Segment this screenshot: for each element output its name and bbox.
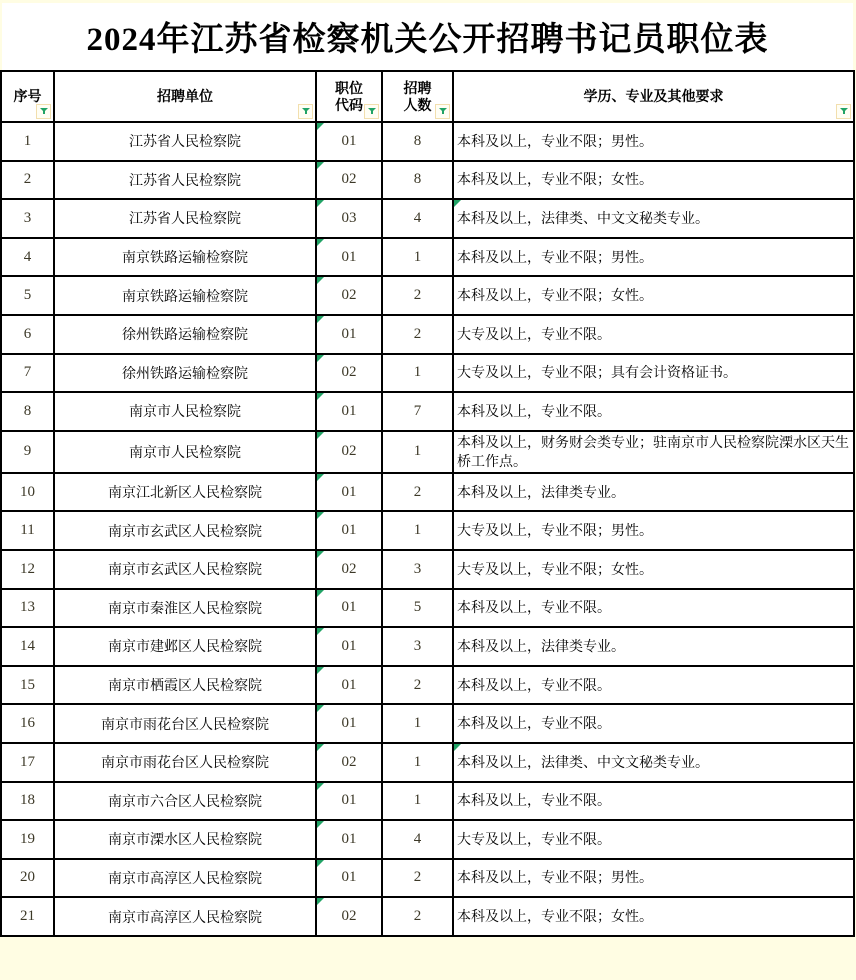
text-number-error-marker xyxy=(317,628,324,635)
recruiting-unit: 江苏省人民检察院 xyxy=(129,171,241,188)
serial-number: 21 xyxy=(20,908,35,925)
recruit-count-cell xyxy=(382,859,453,898)
text-number-error-marker xyxy=(317,123,324,130)
requirements-cell xyxy=(453,431,854,473)
recruiting-unit: 南京市人民检察院 xyxy=(129,403,241,420)
serial-number: 16 xyxy=(20,715,35,732)
serial-number: 18 xyxy=(20,792,35,809)
recruit-count-cell xyxy=(382,820,453,859)
recruiting-unit: 南京市玄武区人民检察院 xyxy=(108,522,262,539)
position-code: 02 xyxy=(341,908,357,925)
recruit-count: 5 xyxy=(413,599,422,616)
recruit-count: 2 xyxy=(413,676,422,693)
serial-number-cell xyxy=(1,820,54,859)
position-code-cell xyxy=(316,392,382,431)
serial-number: 8 xyxy=(23,402,32,419)
serial-number-cell xyxy=(1,897,54,936)
requirements: 本科及以上，法律类专业。 xyxy=(457,637,625,654)
position-code: 01 xyxy=(341,792,357,809)
recruit-count: 2 xyxy=(413,869,422,886)
recruit-count-cell xyxy=(382,161,453,200)
serial-number-cell xyxy=(1,199,54,238)
text-number-error-marker xyxy=(317,474,324,481)
recruiting-unit-cell xyxy=(54,627,316,666)
recruit-count-cell xyxy=(382,897,453,936)
table-row xyxy=(1,859,854,898)
position-code: 02 xyxy=(341,364,357,381)
requirements-cell xyxy=(453,238,854,277)
serial-number-cell xyxy=(1,473,54,512)
requirements: 本科及以上，专业不限；女性。 xyxy=(457,171,653,188)
requirements-cell xyxy=(453,473,854,512)
text-number-error-marker xyxy=(317,705,324,712)
recruit-count-cell xyxy=(382,782,453,821)
filter-button-req[interactable] xyxy=(836,104,851,119)
requirements: 大专及以上，专业不限；女性。 xyxy=(457,560,653,577)
recruit-count: 7 xyxy=(413,402,422,419)
recruit-count: 2 xyxy=(413,483,422,500)
column-header-no-label: 序号 xyxy=(13,88,42,104)
recruiting-unit: 南京市雨花台区人民检察院 xyxy=(101,754,269,771)
requirements: 大专及以上，专业不限。 xyxy=(457,325,611,342)
filter-dropdown-icon xyxy=(438,107,448,116)
serial-number-cell xyxy=(1,392,54,431)
text-number-error-marker xyxy=(317,783,324,790)
recruiting-unit-cell xyxy=(54,161,316,200)
recruit-count-cell xyxy=(382,550,453,589)
requirements-cell xyxy=(453,122,854,161)
serial-number: 17 xyxy=(20,753,35,770)
recruiting-unit-cell xyxy=(54,315,316,354)
recruit-count-cell xyxy=(382,511,453,550)
recruit-count-cell xyxy=(382,589,453,628)
serial-number: 9 xyxy=(23,443,32,460)
serial-number-cell xyxy=(1,511,54,550)
position-code: 01 xyxy=(341,715,357,732)
table-row xyxy=(1,589,854,628)
serial-number-cell xyxy=(1,589,54,628)
position-code: 01 xyxy=(341,402,357,419)
text-number-error-marker xyxy=(317,393,324,400)
table-row xyxy=(1,550,854,589)
table-row xyxy=(1,161,854,200)
serial-number-cell xyxy=(1,122,54,161)
recruiting-unit: 南京市高淳区人民检察院 xyxy=(108,869,262,886)
requirements: 本科及以上，专业不限；男性。 xyxy=(457,132,653,149)
requirements-cell xyxy=(453,782,854,821)
serial-number: 15 xyxy=(20,676,35,693)
serial-number: 4 xyxy=(23,248,32,265)
recruiting-unit-cell xyxy=(54,276,316,315)
position-code: 01 xyxy=(341,869,357,886)
recruit-count-cell xyxy=(382,276,453,315)
recruiting-unit: 南京铁路运输检察院 xyxy=(122,249,248,266)
position-code-cell xyxy=(316,315,382,354)
recruiting-unit-cell xyxy=(54,431,316,473)
serial-number: 5 xyxy=(23,287,32,304)
recruit-count: 1 xyxy=(413,364,422,381)
recruiting-unit: 徐州铁路运输检察院 xyxy=(122,326,248,343)
serial-number-cell xyxy=(1,743,54,782)
recruiting-unit-cell xyxy=(54,666,316,705)
column-header-unit xyxy=(54,71,316,122)
filter-button-unit[interactable] xyxy=(298,104,313,119)
text-number-error-marker xyxy=(317,355,324,362)
requirements-cell xyxy=(453,627,854,666)
recruit-count-cell xyxy=(382,431,453,473)
serial-number: 10 xyxy=(20,483,35,500)
requirements: 本科及以上，法律类、中文文秘类专业。 xyxy=(457,209,709,226)
text-number-error-marker xyxy=(317,512,324,519)
recruit-count-cell xyxy=(382,627,453,666)
serial-number-cell xyxy=(1,431,54,473)
column-header-unit-label: 招聘单位 xyxy=(157,88,213,104)
position-code: 01 xyxy=(341,248,357,265)
filter-dropdown-icon xyxy=(839,107,849,116)
requirements-cell xyxy=(453,859,854,898)
filter-button-no[interactable] xyxy=(36,104,51,119)
position-code-cell xyxy=(316,511,382,550)
position-code-cell xyxy=(316,666,382,705)
requirements-cell xyxy=(453,704,854,743)
requirements: 大专及以上，专业不限。 xyxy=(457,830,611,847)
recruiting-unit-cell xyxy=(54,820,316,859)
serial-number-cell xyxy=(1,782,54,821)
text-number-error-marker xyxy=(317,432,324,439)
table-row xyxy=(1,743,854,782)
recruit-count-cell xyxy=(382,122,453,161)
recruit-count: 1 xyxy=(413,522,422,539)
serial-number-cell xyxy=(1,276,54,315)
recruit-count-cell xyxy=(382,315,453,354)
text-number-error-marker xyxy=(317,551,324,558)
recruiting-unit: 南京市栖霞区人民检察院 xyxy=(108,677,262,694)
serial-number: 11 xyxy=(20,522,35,539)
requirements-cell xyxy=(453,161,854,200)
recruiting-unit: 南京铁路运输检察院 xyxy=(122,287,248,304)
text-number-error-marker xyxy=(317,821,324,828)
requirements: 本科及以上，专业不限。 xyxy=(457,676,611,693)
serial-number-cell xyxy=(1,354,54,393)
requirements: 本科及以上，专业不限；女性。 xyxy=(457,908,653,925)
header-row xyxy=(1,71,854,122)
requirements-cell xyxy=(453,550,854,589)
recruit-count-cell xyxy=(382,704,453,743)
requirements: 本科及以上，专业不限。 xyxy=(457,599,611,616)
serial-number: 1 xyxy=(23,132,32,149)
serial-number: 20 xyxy=(20,869,35,886)
requirements: 本科及以上，专业不限。 xyxy=(457,402,611,419)
position-code-cell xyxy=(316,199,382,238)
text-number-error-marker xyxy=(317,898,324,905)
text-number-error-marker xyxy=(454,200,461,207)
page-title: 2024年江苏省检察机关公开招聘书记员职位表 xyxy=(86,22,769,58)
serial-number: 3 xyxy=(23,209,32,226)
table-row xyxy=(1,392,854,431)
requirements-cell xyxy=(453,276,854,315)
text-number-error-marker xyxy=(317,667,324,674)
recruit-count-cell xyxy=(382,666,453,705)
recruit-count: 1 xyxy=(413,443,422,460)
position-code: 02 xyxy=(341,753,357,770)
serial-number: 13 xyxy=(20,599,35,616)
filter-dropdown-icon xyxy=(39,107,49,116)
recruit-count: 1 xyxy=(413,248,422,265)
recruit-count: 1 xyxy=(413,715,422,732)
position-code-cell xyxy=(316,704,382,743)
table-row xyxy=(1,238,854,277)
recruiting-unit: 南京市六合区人民检察院 xyxy=(108,792,262,809)
table-row xyxy=(1,782,854,821)
recruit-count: 2 xyxy=(413,287,422,304)
table-row xyxy=(1,199,854,238)
table-row xyxy=(1,820,854,859)
column-header-req xyxy=(453,71,854,122)
table-row xyxy=(1,354,854,393)
recruiting-unit-cell xyxy=(54,589,316,628)
text-number-error-marker xyxy=(454,744,461,751)
text-number-error-marker xyxy=(317,277,324,284)
table-row xyxy=(1,431,854,473)
recruiting-unit-cell xyxy=(54,199,316,238)
serial-number: 14 xyxy=(20,637,35,654)
position-code-cell xyxy=(316,122,382,161)
serial-number-cell xyxy=(1,666,54,705)
table-row xyxy=(1,511,854,550)
table-row xyxy=(1,897,854,936)
recruit-count: 8 xyxy=(413,132,422,149)
serial-number: 2 xyxy=(23,171,32,188)
serial-number-cell xyxy=(1,161,54,200)
recruiting-unit-cell xyxy=(54,511,316,550)
position-code-cell xyxy=(316,431,382,473)
recruiting-unit: 南京市人民检察院 xyxy=(129,443,241,460)
table-row xyxy=(1,704,854,743)
position-code-cell xyxy=(316,354,382,393)
requirements: 本科及以上，专业不限；女性。 xyxy=(457,287,653,304)
recruiting-unit: 南京市雨花台区人民检察院 xyxy=(101,715,269,732)
requirements-cell xyxy=(453,511,854,550)
recruiting-unit: 南京市高淳区人民检察院 xyxy=(108,908,262,925)
requirements: 本科及以上，专业不限。 xyxy=(457,715,611,732)
requirements-cell xyxy=(453,315,854,354)
recruiting-unit: 江苏省人民检察院 xyxy=(129,210,241,227)
recruit-count: 3 xyxy=(413,637,422,654)
recruiting-unit: 江苏省人民检察院 xyxy=(129,133,241,150)
requirements: 本科及以上，法律类专业。 xyxy=(457,483,625,500)
serial-number: 6 xyxy=(23,325,32,342)
requirements-cell xyxy=(453,897,854,936)
recruiting-unit-cell xyxy=(54,473,316,512)
recruiting-unit-cell xyxy=(54,550,316,589)
recruit-count: 3 xyxy=(413,560,422,577)
requirements: 本科及以上，法律类、中文文秘类专业。 xyxy=(457,753,709,770)
position-code: 01 xyxy=(341,830,357,847)
table-row xyxy=(1,666,854,705)
position-code-cell xyxy=(316,627,382,666)
recruit-count-cell xyxy=(382,473,453,512)
requirements: 大专及以上，专业不限；男性。 xyxy=(457,522,653,539)
title-block xyxy=(2,3,853,70)
recruit-count-cell xyxy=(382,392,453,431)
text-number-error-marker xyxy=(317,744,324,751)
position-code: 02 xyxy=(341,443,357,460)
recruit-count-cell xyxy=(382,354,453,393)
position-code-cell xyxy=(316,743,382,782)
filter-dropdown-icon xyxy=(367,107,377,116)
position-code-cell xyxy=(316,550,382,589)
position-code-cell xyxy=(316,161,382,200)
recruiting-unit: 徐州铁路运输检察院 xyxy=(122,364,248,381)
requirements-cell xyxy=(453,743,854,782)
text-number-error-marker xyxy=(317,590,324,597)
position-code-cell xyxy=(316,820,382,859)
recruiting-unit: 南京江北新区人民检察院 xyxy=(108,484,262,501)
recruiting-unit-cell xyxy=(54,859,316,898)
requirements-cell xyxy=(453,820,854,859)
table-row xyxy=(1,627,854,666)
recruiting-unit: 南京市秦淮区人民检察院 xyxy=(108,599,262,616)
recruiting-unit-cell xyxy=(54,238,316,277)
requirements: 本科及以上，专业不限；男性。 xyxy=(457,869,653,886)
position-code-cell xyxy=(316,589,382,628)
position-code: 01 xyxy=(341,599,357,616)
requirements-cell xyxy=(453,392,854,431)
filter-button-code[interactable] xyxy=(364,104,379,119)
text-number-error-marker xyxy=(317,860,324,867)
recruit-count: 1 xyxy=(413,753,422,770)
serial-number-cell xyxy=(1,315,54,354)
requirements-cell xyxy=(453,589,854,628)
recruit-count: 1 xyxy=(413,792,422,809)
column-header-count xyxy=(382,71,453,122)
serial-number: 7 xyxy=(23,364,32,381)
recruit-count-cell xyxy=(382,238,453,277)
recruit-count-cell xyxy=(382,743,453,782)
recruiting-unit-cell xyxy=(54,782,316,821)
recruit-count: 2 xyxy=(413,325,422,342)
position-code-cell xyxy=(316,473,382,512)
position-code: 02 xyxy=(341,560,357,577)
serial-number-cell xyxy=(1,550,54,589)
recruiting-unit-cell xyxy=(54,392,316,431)
recruit-count: 4 xyxy=(413,209,422,226)
text-number-error-marker xyxy=(317,162,324,169)
serial-number-cell xyxy=(1,238,54,277)
serial-number: 19 xyxy=(20,830,35,847)
serial-number: 12 xyxy=(20,560,35,577)
position-code-cell xyxy=(316,276,382,315)
position-code: 01 xyxy=(341,132,357,149)
serial-number-cell xyxy=(1,859,54,898)
recruiting-unit: 南京市建邺区人民检察院 xyxy=(108,638,262,655)
table-row xyxy=(1,315,854,354)
recruit-count: 4 xyxy=(413,830,422,847)
filter-button-count[interactable] xyxy=(435,104,450,119)
position-code-cell xyxy=(316,782,382,821)
recruiting-unit-cell xyxy=(54,122,316,161)
position-code: 01 xyxy=(341,637,357,654)
text-number-error-marker xyxy=(317,316,324,323)
recruit-count: 2 xyxy=(413,908,422,925)
position-code-cell xyxy=(316,859,382,898)
requirements: 大专及以上，专业不限；具有会计资格证书。 xyxy=(457,364,737,381)
filter-dropdown-icon xyxy=(301,107,311,116)
requirements-cell xyxy=(453,199,854,238)
position-code: 01 xyxy=(341,483,357,500)
recruiting-unit-cell xyxy=(54,354,316,393)
column-header-no xyxy=(1,71,54,122)
serial-number-cell xyxy=(1,704,54,743)
position-code: 01 xyxy=(341,522,357,539)
requirements-cell xyxy=(453,666,854,705)
requirements: 本科及以上，专业不限。 xyxy=(457,792,611,809)
position-code: 02 xyxy=(341,171,357,188)
position-code: 03 xyxy=(341,209,357,226)
table-row xyxy=(1,122,854,161)
recruiting-unit: 南京市溧水区人民检察院 xyxy=(108,831,262,848)
requirements: 本科及以上，财务财会类专业；驻南京市人民检察院溧水区天生桥工作点。 xyxy=(457,433,849,469)
position-table xyxy=(0,70,855,937)
text-number-error-marker xyxy=(317,200,324,207)
table-row xyxy=(1,276,854,315)
position-code: 02 xyxy=(341,287,357,304)
column-header-code xyxy=(316,71,382,122)
text-number-error-marker xyxy=(317,239,324,246)
recruiting-unit: 南京市玄武区人民检察院 xyxy=(108,561,262,578)
recruiting-unit-cell xyxy=(54,897,316,936)
recruiting-unit-cell xyxy=(54,743,316,782)
requirements-cell xyxy=(453,354,854,393)
table-row xyxy=(1,473,854,512)
position-code-cell xyxy=(316,897,382,936)
position-code: 01 xyxy=(341,676,357,693)
requirements: 本科及以上，专业不限；男性。 xyxy=(457,248,653,265)
position-code-cell xyxy=(316,238,382,277)
recruiting-unit-cell xyxy=(54,704,316,743)
recruit-count: 8 xyxy=(413,171,422,188)
position-code: 01 xyxy=(341,325,357,342)
serial-number-cell xyxy=(1,627,54,666)
column-header-req-label: 学历、专业及其他要求 xyxy=(583,88,724,104)
recruit-count-cell xyxy=(382,199,453,238)
column-header-code-label: 职位代码 xyxy=(335,79,363,113)
column-header-count-label: 招聘人数 xyxy=(403,79,432,113)
